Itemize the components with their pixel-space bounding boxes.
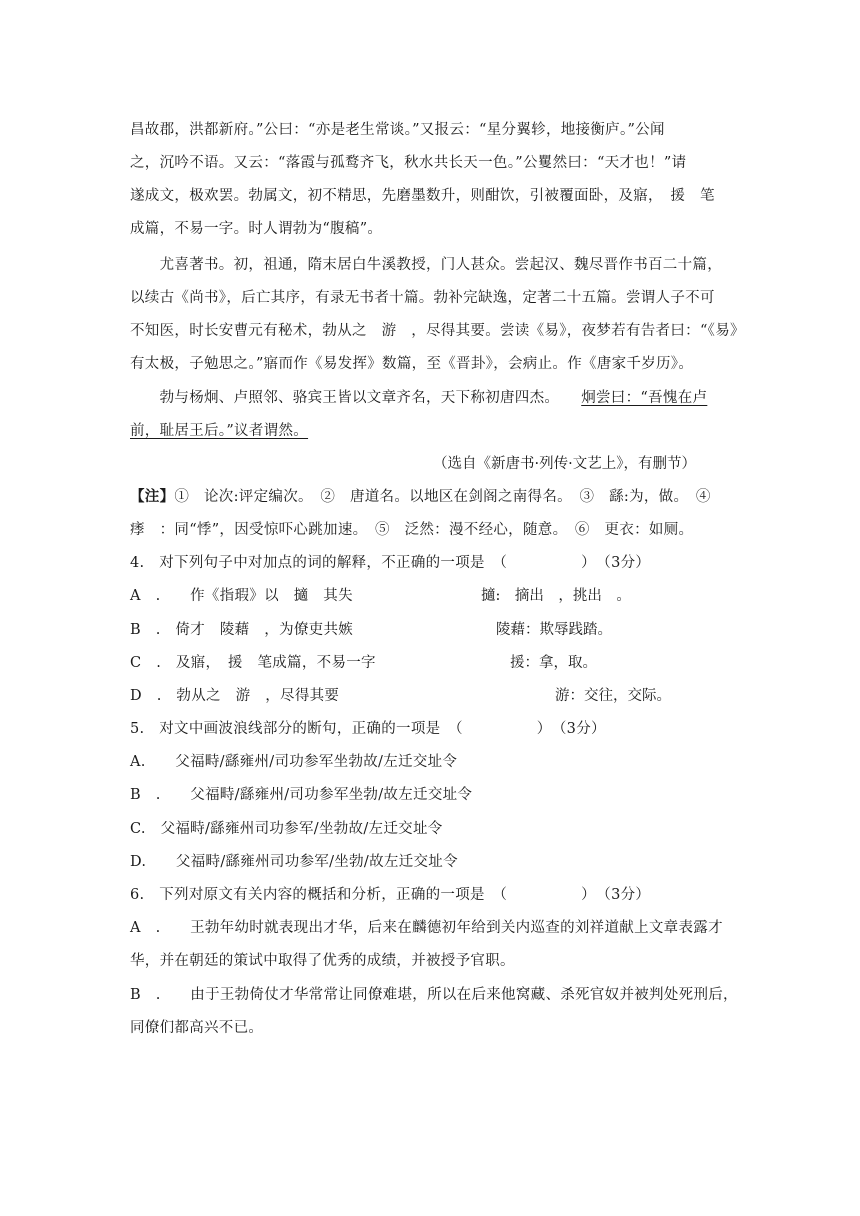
q6-option-b: B . 由于王勃倚仗才华常常让同僚难堪，所以在后来他窝藏、杀死官奴并被判处死刑后， xyxy=(130,987,738,1003)
q6-option-a-cont: 华，并在朝廷的策试中取得了优秀的成绩，并被授予官职。 xyxy=(130,953,515,969)
underlined-passage: 前，耻居王后。”议者谓然。 xyxy=(130,423,309,439)
q5-option-b: B . 父福畤/繇雍州/司功参军坐勃/故左迁交址令 xyxy=(130,787,473,803)
q4-option-b: B . 倚才 陵藉 ，为僚吏共嫉 xyxy=(130,622,354,638)
source-citation: （选自《新唐书·列传·文艺上》，有删节） xyxy=(433,456,696,472)
passage-line: 昌故郡，洪都新府。”公曰：“亦是老生常谈。”又报云：“星分翼轸，地接衡庐。”公闻 xyxy=(130,122,665,138)
q4-option-d: D . 勃从之 游 ，尽得其要 xyxy=(130,688,340,704)
notes-label: 【注】 xyxy=(130,488,175,505)
passage-line: 有太极，子勉思之。”寤而作《易发挥》数篇，至《晋卦》，会病止。作《唐家千岁历》。 xyxy=(130,356,694,372)
notes-text: ① 论次:评定编次。 ② 唐道名。以地区在剑阁之南得名。 ③ 繇:为，做。 ④ xyxy=(174,489,711,505)
q4-option-b-explanation: 陵藉：欺辱践踏。 xyxy=(496,622,612,638)
passage-line xyxy=(130,419,308,440)
passage-text: 勃与杨炯、卢照邻、骆宾王皆以文章齐名，天下称初唐四杰。 xyxy=(130,390,560,406)
q4-option-a-explanation: 擿: 摘出 ，挑出 。 xyxy=(481,588,631,604)
passage-line: 之，沉吟不语。又云：“落霞与孤鹜齐飞，秋水共长天一色。”公矍然曰：“天才也！”请 xyxy=(130,155,687,171)
q6-option-a: A . 王勃年幼时就表现出才华，后来在麟德初年给到关内巡查的刘祥道献上文章表露才 xyxy=(130,920,723,936)
q5-option-c: C. 父福畤/繇雍州司功参军/坐勃故/左迁交址令 xyxy=(130,821,443,837)
q4-option-c-explanation: 援：拿，取。 xyxy=(510,655,597,671)
passage-line: 遂成文，极欢罢。勃属文，初不精思，先磨墨数升，则酣饮，引被覆面卧，及寤， 援 笔 xyxy=(130,188,715,204)
passage-line xyxy=(130,386,707,407)
notes-line xyxy=(130,485,711,506)
q4-option-d-explanation: 游：交往，交际。 xyxy=(555,688,671,704)
q4-option-c: C . 及寤， 援 笔成篇，不易一字 xyxy=(130,655,376,671)
passage-line: 以续古《尚书》，后亡其序，有录无书者十篇。勃补完缺逸，定著二十五篇。尝谓人子不可 xyxy=(130,290,715,306)
question-6-stem: 6. 下列对原文有关内容的概括和分析，正确的一项是 （ ） （3分） xyxy=(130,887,651,903)
q6-option-b-cont: 同僚们都高兴不已。 xyxy=(130,1020,264,1036)
question-4-stem: 4. 对下列句子中对加点的词的解释，不正确的一项是 （ ） （3分） xyxy=(130,555,651,571)
passage-line: 成篇，不易一字。时人谓勃为“腹稿”。 xyxy=(130,221,383,237)
passage-line: 尤喜著书。初，祖通，隋末居白牛溪教授，门人甚众。尝起汉、魏尽晋作书百二十篇， xyxy=(130,257,722,273)
q5-option-d: D. 父福畤/繇雍州司功参军/坐勃/故左迁交址令 xyxy=(130,854,458,870)
q4-option-a: A . 作《指瑕》以 擿 其失 xyxy=(130,588,353,604)
passage-line: 不知医，时长安曹元有秘术，勃从之 游 ，尽得其要。尝读《易》，夜梦若有告者曰：“《易》 xyxy=(130,323,745,339)
notes-line: 痵 ：同“悸”，因受惊吓心跳加速。 ⑤ 泛然：漫不经心，随意。 ⑥ 更衣：如厕。 xyxy=(130,522,694,538)
question-5-stem: 5. 对文中画波浪线部分的断句，正确的一项是 （ ） （3分） xyxy=(130,721,606,737)
q5-option-a: A. 父福畤/繇雍州/司功参军坐勃故/左迁交址令 xyxy=(130,754,458,770)
underlined-passage: 炯尝曰：“吾愧在卢 xyxy=(581,390,708,406)
